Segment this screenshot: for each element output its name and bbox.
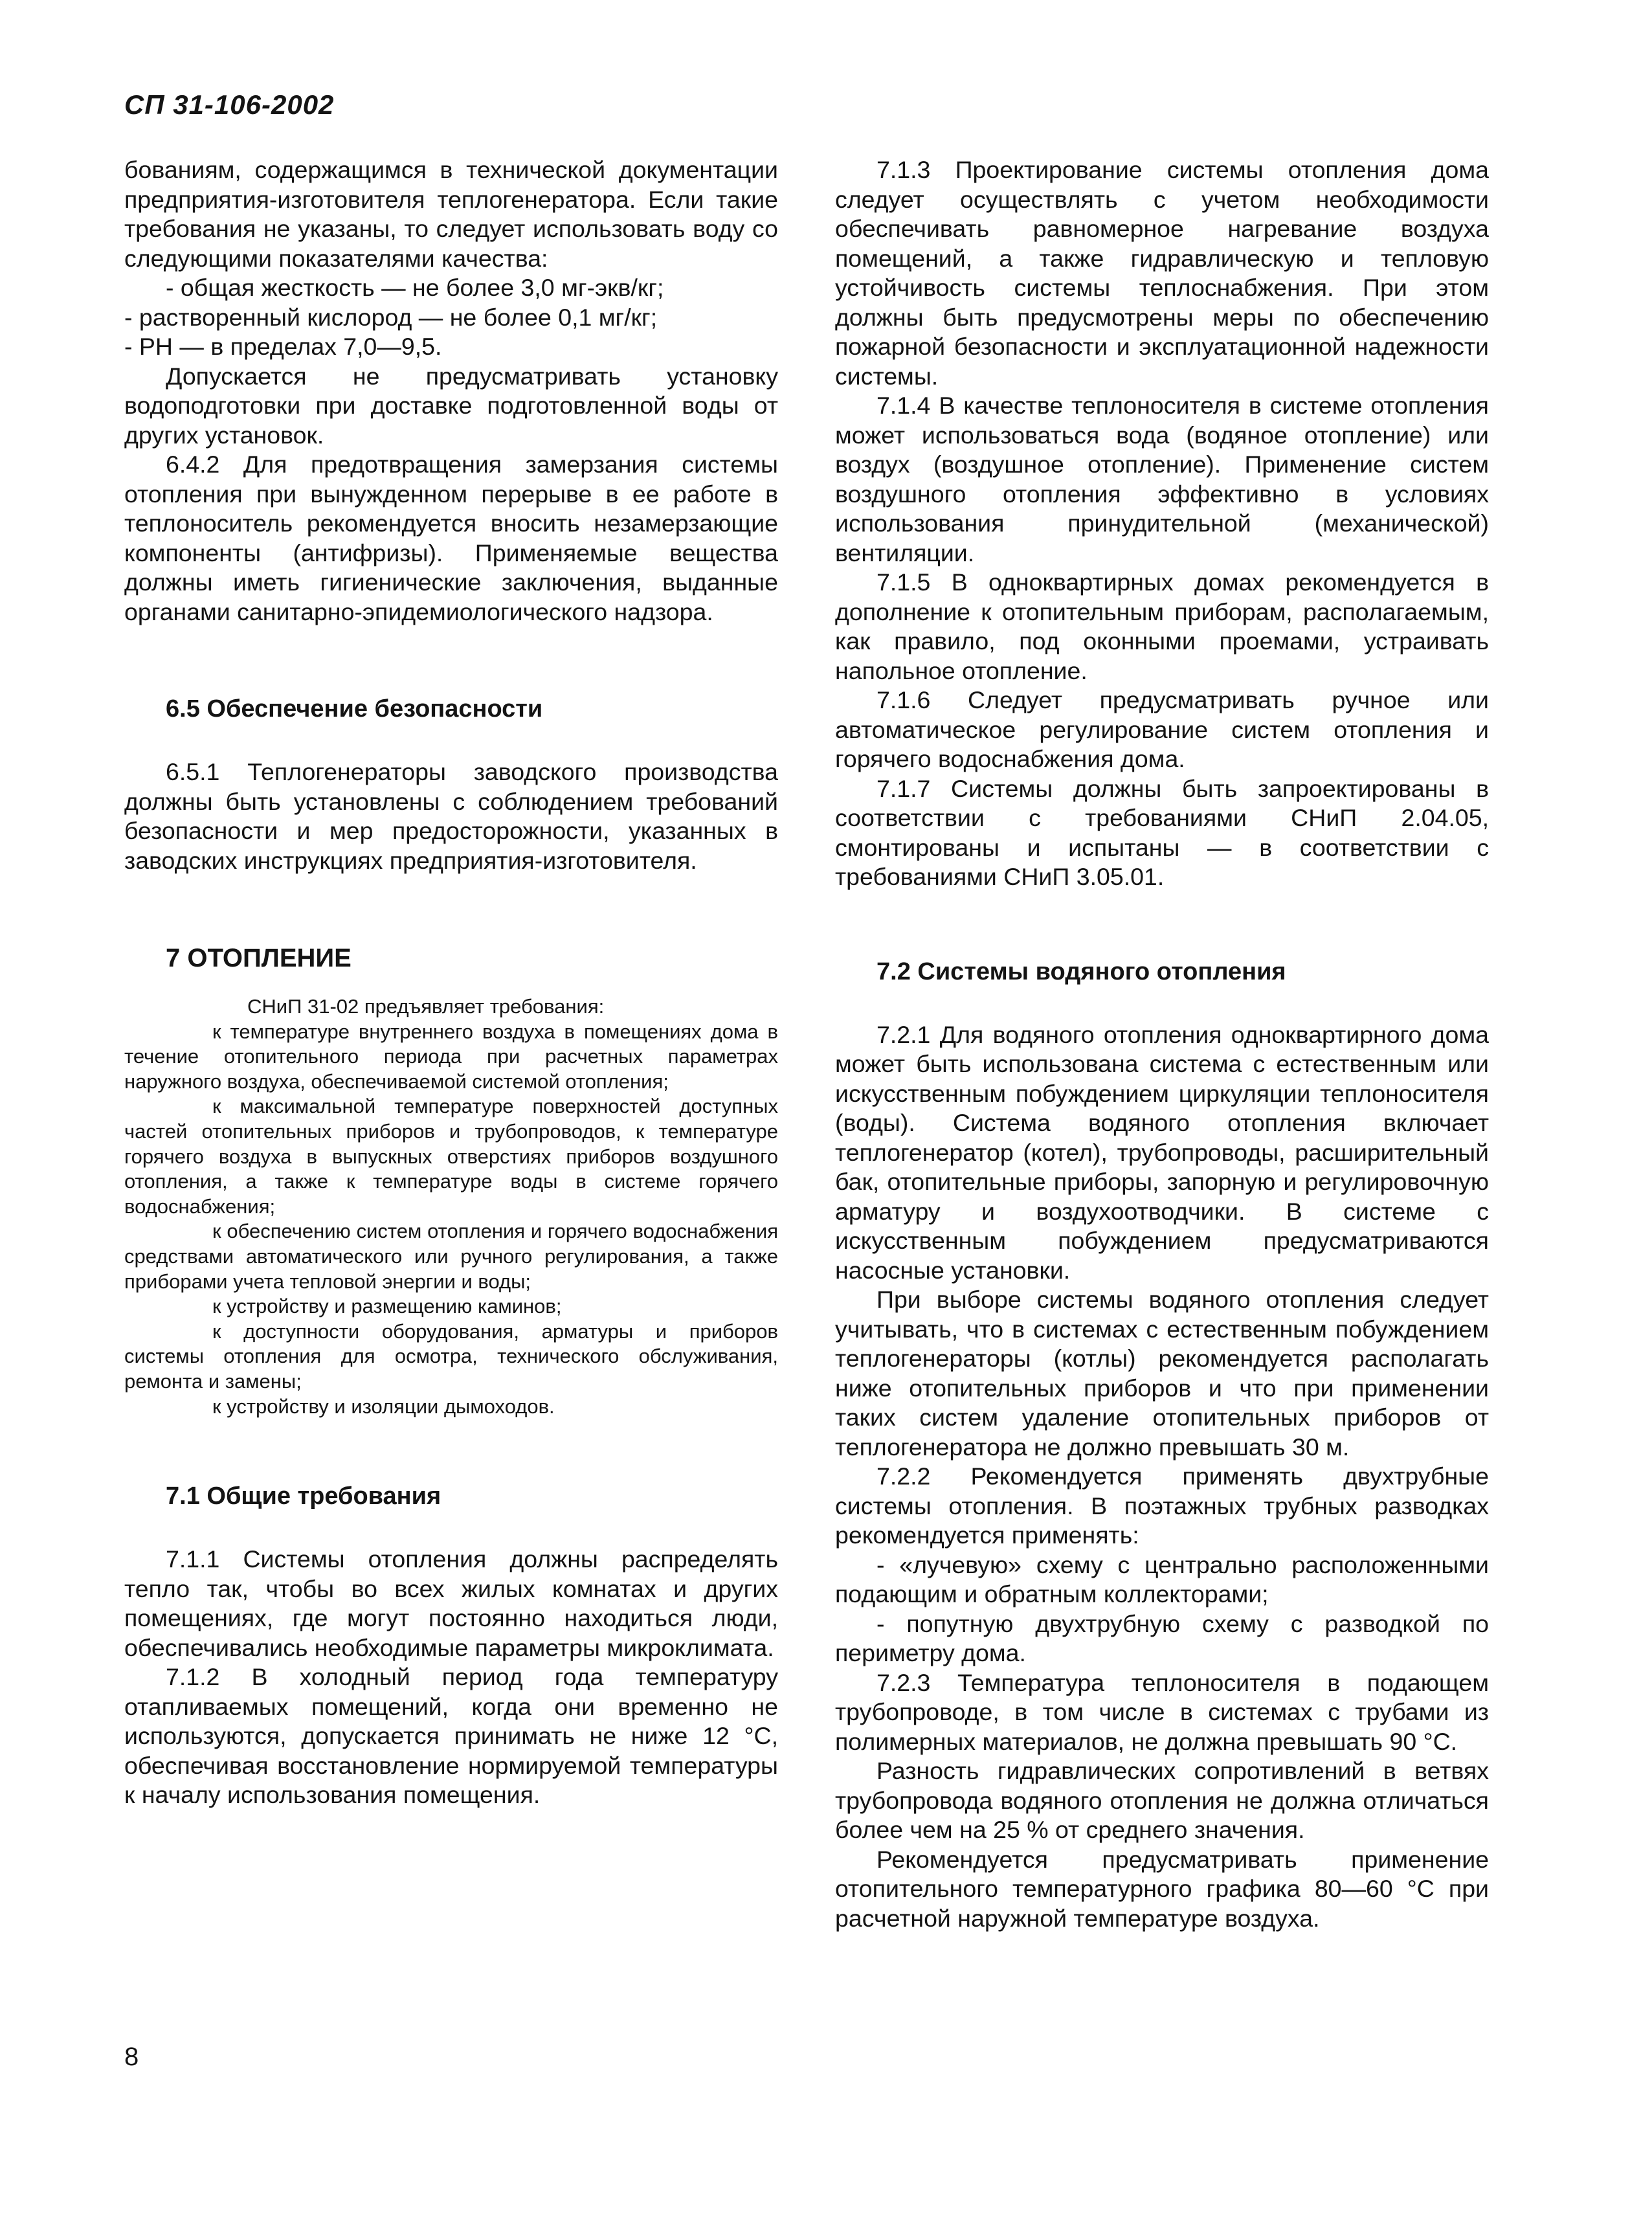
list-item: - «лучевую» схему с центрально расположенными подающим и обратным коллекторами; (835, 1551, 1489, 1607)
list-item: к устройству и размещению каминов; (212, 1295, 562, 1318)
snip-requirements (124, 994, 778, 1419)
right-column (835, 155, 1489, 1933)
clause-7-1-6: 7.1.6 Следует предусматривать ручное или автоматическое регулирование систем отопления и горячего водоснабжения дома. (835, 686, 1489, 772)
clause-7-1-5: 7.1.5 В одноквартирных домах рекомендуется в дополнение к отопительным приборам, располагаемым, как правило, под оконными проемами, устраивать напольное отопление. (835, 568, 1489, 684)
clause-7-1-1: 7.1.1 Системы отопления должны распределять тепло так, чтобы во всех жилых комнатах и других помещениях, где могут постоянно находиться люди, обеспечивались необходимые параметры микроклимата. (124, 1545, 778, 1661)
clause-7-2-1: 7.2.1 Для водяного отопления одноквартирного дома может быть использована система с естественным или искусственным побуждением циркуляции теплоносителя (воды). Система водяного отопления включает теплогенератор (котел), трубопроводы, расширительный бак, отопительные приборы, запорную и регулировочную арматуру и воздухоотводчики. В системе с искусственным побуждением предусматриваются насосные установки. (835, 1020, 1489, 1284)
list-item: - общая жесткость — не более 3,0 мг-экв/кг; (166, 274, 664, 301)
clause-7-1-7: 7.1.7 Системы должны быть запроектированы в соответствии с требованиями СНиП 2.04.05, смонтированы и испытаны — в соответствии с требованиями СНиП 3.05.01. (835, 774, 1489, 890)
clause-6-5-1: 6.5.1 Теплогенераторы заводского производства должны быть установлены с соблюдением требований безопасности и мер предосторожности, указанных в заводских инструкциях предприятия-изготовителя. (124, 758, 778, 874)
left-column (124, 155, 778, 1810)
clause-7-1-2: 7.1.2 В холодный период года температуру отапливаемых помещений, когда они временно не используются, допускается принимать не ниже 12 °С, обеспечивая восстановление нормируемой температуры к началу использования помещения. (124, 1663, 778, 1809)
section-heading-7-2: 7.2 Системы водяного отопления (876, 958, 1286, 985)
paragraph: Допускается не предусматривать установку водоподготовки при доставке подготовленной воды от других установок. (124, 362, 778, 449)
paragraph: бованиям, содержащимся в технической документации предприятия-изготовителя теплогенератора. Если такие требования не указаны, то следует использовать воду со следующими показателями качества: (124, 156, 778, 272)
section-heading-7-1: 7.1 Общие требования (166, 1483, 441, 1510)
clause-7-1-4: 7.1.4 В качестве теплоносителя в системе отопления может использоваться вода (водяное отопление) или воздух (воздушное отопление). Применение систем воздушного отопления эффективно в условиях использования принудительной (механической) вентиляции. (835, 392, 1489, 566)
list-item: - растворенный кислород — не более 0,1 мг/кг; (124, 303, 658, 331)
paragraph: При выборе системы водяного отопления следует учитывать, что в системах с естественным побуждением теплогенераторы (котлы) рекомендуется располагать ниже отопительных приборов и что при применении таких систем удаление отопительных приборов от теплогенератора не должно превышать 30 м. (835, 1286, 1489, 1461)
clause-6-4-2: 6.4.2 Для предотвращения замерзания системы отопления при вынужденном перерыве в ее работе в теплоноситель рекомендуется вносить незамерзающие компоненты (антифризы). Применяемые вещества должны иметь гигиенические заключения, выданные органами санитарно-эпидемиологического надзора. (124, 451, 778, 625)
clause-7-2-2: 7.2.2 Рекомендуется применять двухтрубные системы отопления. В поэтажных трубных разводках рекомендуется применять: (835, 1462, 1489, 1549)
snip-intro: СНиП 31-02 предъявляет требования: (247, 995, 605, 1018)
section-heading-6-5: 6.5 Обеспечение безопасности (166, 695, 543, 722)
document-code: СП 31-106-2002 (124, 89, 335, 120)
list-item: - попутную двухтрубную схему с разводкой по периметру дома. (835, 1609, 1489, 1666)
page-number: 8 (124, 2043, 139, 2071)
list-item: к устройству и изоляции дымоходов. (212, 1395, 555, 1418)
list-item: к максимальной температуре поверхностей доступных частей отопительных приборов и трубопроводов, к температуре горячего воздуха в выпускных отверстиях приборов воздушного отопления, а также к температуре воды в системе горячего водоснабжения; (124, 1095, 778, 1218)
paragraph: Рекомендуется предусматривать применение отопительного температурного графика 80—60 °С при расчетной наружной температуре воздуха. (835, 1845, 1489, 1932)
paragraph: Разность гидравлических сопротивлений в ветвях трубопровода водяного отопления не должна отличаться более чем на 25 % от среднего значения. (835, 1757, 1489, 1843)
chapter-heading-7: 7 ОТОПЛЕНИЕ (166, 944, 352, 972)
list-item: к обеспечению систем отопления и горячего водоснабжения средствами автоматического или ручного регулирования, а также приборами учета тепловой энергии и воды; (124, 1220, 778, 1293)
list-item: - PH — в пределах 7,0—9,5. (124, 333, 442, 360)
clause-7-1-3: 7.1.3 Проектирование системы отопления дома следует осуществлять с учетом необходимости обеспечивать равномерное нагревание воздуха помещений, а также гидравлическую и тепловую устойчивость системы теплоснабжения. При этом должны быть предусмотрены меры по обеспечению пожарной безопасности и эксплуатационной надежности системы. (835, 156, 1489, 390)
list-item: к температуре внутреннего воздуха в помещениях дома в течение отопительного периода при расчетных параметрах наружного воздуха, обеспечиваемой системой отопления; (124, 1020, 778, 1093)
clause-7-2-3: 7.2.3 Температура теплоносителя в подающем трубопроводе, в том числе в системах с трубами из полимерных материалов, не должна превышать 90 °С. (835, 1668, 1489, 1755)
list-item: к доступности оборудования, арматуры и приборов системы отопления для осмотра, технического обслуживания, ремонта и замены; (124, 1319, 778, 1393)
